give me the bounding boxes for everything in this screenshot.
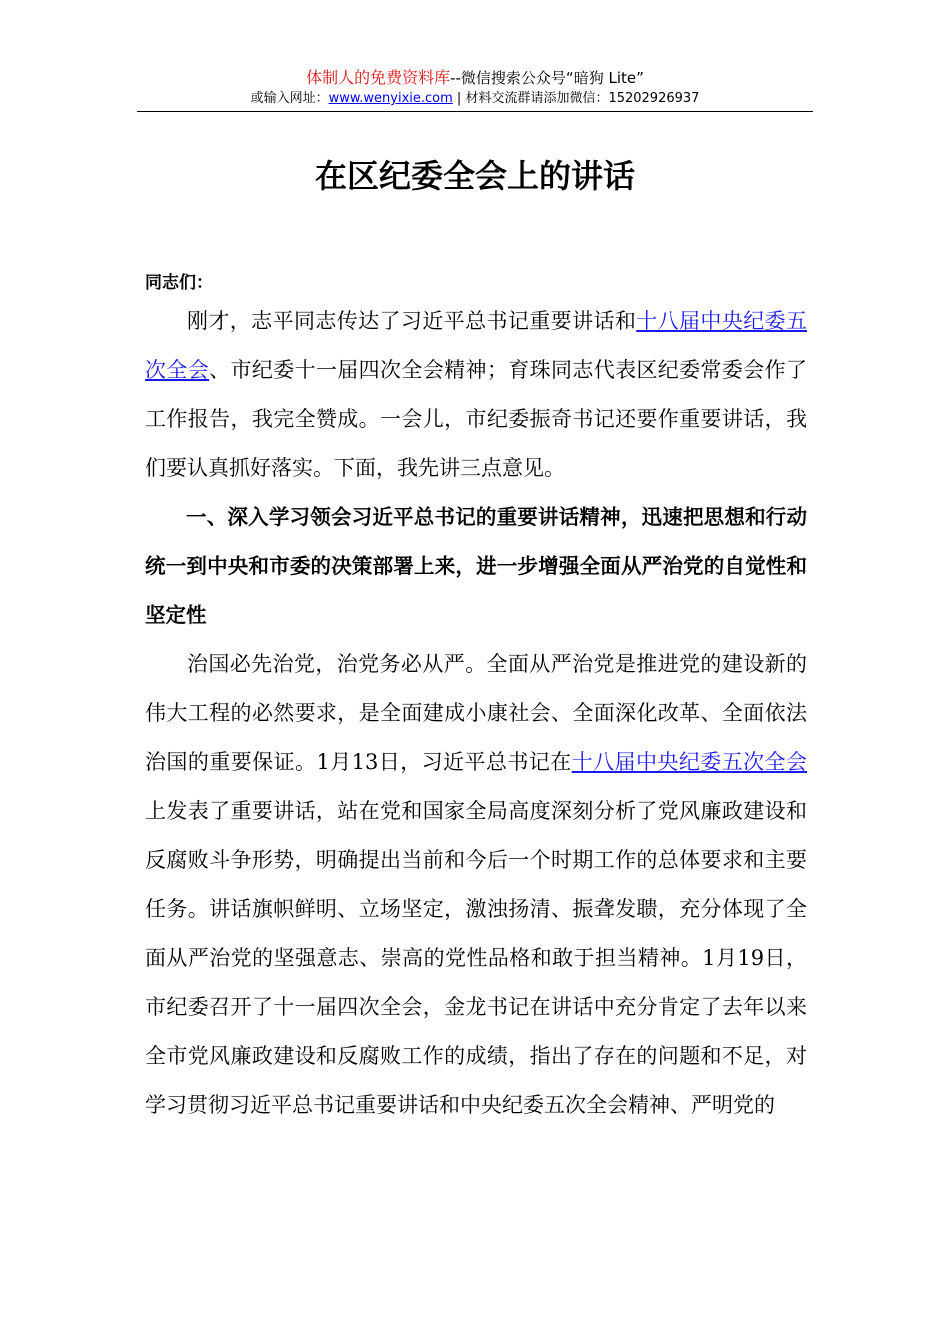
website-link[interactable]: www.wenyixie.com [328, 91, 453, 106]
paragraph-2-link[interactable]: 十八届中央纪委五次全会 [571, 750, 807, 774]
paragraph-2-text-b: 上发表了重要讲话，站在党和国家全局高度深刻分析了党风廉政建设和反腐败斗争形势，明确提出当前和今后一个时期工作的总体要求和主要任务。讲话旗帜鲜明、立场坚定，激浊扬清、振聋发聩，充分体现了全面从严治党的坚强意志、崇高的党性品格和敢于担当精神。1月19日，市纪委召开了十一届四次全会，金龙书记在讲话中充分肯定了去年以来全市党风廉政建设和反腐败工作的成绩，指出了存在的问题和不足，对学习贯彻习近平总书记重要讲话和中央纪委五次全会精神、严明党的 [145, 799, 807, 1117]
paragraph-2 [145, 640, 807, 1130]
paragraph-1 [145, 297, 807, 493]
document-body [145, 297, 807, 1130]
paragraph-1-text-a: 刚才，志平同志传达了习近平总书记重要讲话和 [187, 309, 637, 333]
header-tagline: --微信搜索公众号“暗狗 Lite” [450, 69, 644, 87]
paragraph-1-text-b: 、市纪委十一届四次全会精神；育珠同志代表区纪委常委会作了工作报告，我完全赞成。一会儿，市纪委振奇书记还要作重要讲话，我们要认真抓好落实。下面，我先讲三点意见。 [145, 358, 808, 480]
brand-name: 体制人的免费资料库 [306, 68, 451, 87]
paragraph-2-text-a: 治国必先治党，治党务必从严。全面从严治党是推进党的建设新的伟大工程的必然要求，是全面建成小康社会、全面深化改革、全面依法治国的重要保证。1月13日，习近平总书记在 [145, 652, 807, 774]
section-heading-1: 一、深入学习领会习近平总书记的重要讲话精神，迅速把思想和行动统一到中央和市委的决策部署上来，进一步增强全面从严治党的自觉性和坚定性 [145, 505, 807, 627]
header-line-2 [0, 90, 950, 108]
header-line-1 [0, 68, 950, 88]
page-title: 在区纪委全会上的讲话 [314, 157, 635, 195]
url-prefix: 或输入网址： [250, 91, 329, 106]
greeting: 同志们： [145, 273, 213, 293]
contact-info: | 材料交流群请添加微信：15202926937 [452, 91, 700, 106]
header-divider [137, 111, 813, 112]
paragraph-1-link[interactable]: 十八届中央纪委五次全会 [145, 309, 807, 382]
